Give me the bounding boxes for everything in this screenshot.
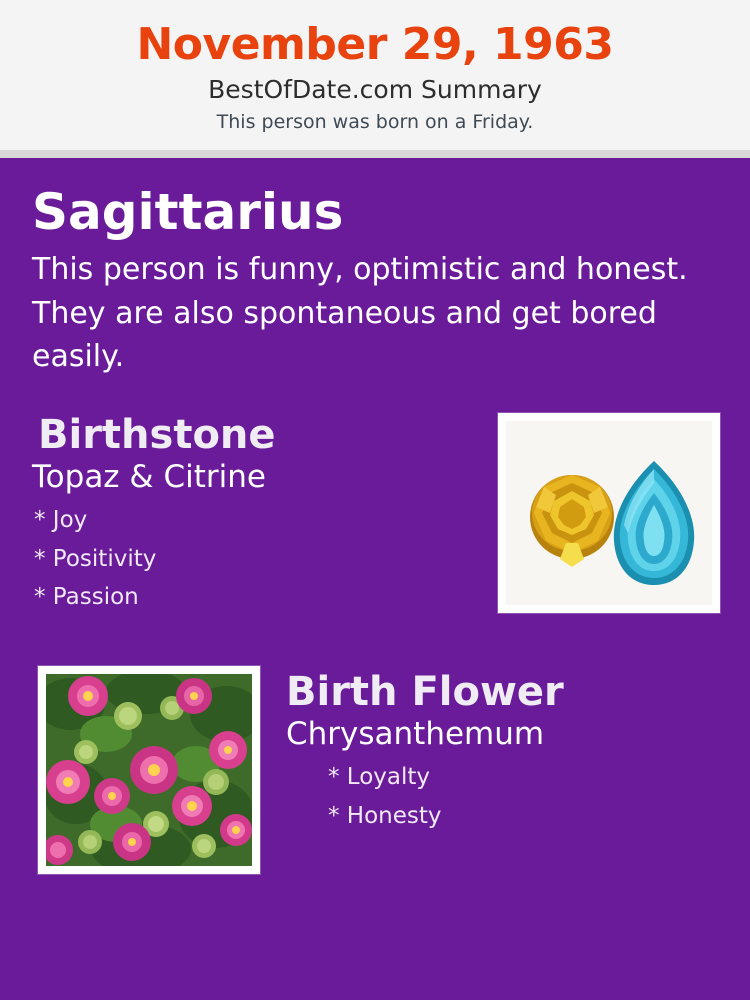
chrysanthemum-illustration xyxy=(46,674,252,866)
birth-weekday-text: This person was born on a Friday. xyxy=(216,110,534,133)
zodiac-description: This person is funny, optimistic and honest. They are also spontaneous and get bored easily. xyxy=(32,252,688,375)
birthstone-trait: * Positivity xyxy=(34,545,157,572)
birthstone-trait: * Joy xyxy=(34,506,88,533)
birthflower-trait: * Honesty xyxy=(328,802,442,829)
birthflower-text xyxy=(282,666,720,831)
birthflower-trait: * Loyalty xyxy=(328,763,431,790)
birthstone-text xyxy=(30,413,460,612)
birthflower-title: Birth Flower xyxy=(286,668,564,715)
birthstone-section xyxy=(30,413,720,628)
birthstone-name: Topaz & Citrine xyxy=(32,458,266,495)
page-title: November 29, 1963 xyxy=(136,19,614,70)
birthflower-name: Chrysanthemum xyxy=(286,715,545,752)
birthstone-title: Birthstone xyxy=(38,411,276,458)
birthstone-trait: * Passion xyxy=(34,584,139,611)
site-summary-label: BestOfDate.com Summary xyxy=(208,75,542,105)
birthstone-image xyxy=(498,413,720,613)
card-body xyxy=(0,158,750,1000)
gemstones-illustration xyxy=(506,421,712,605)
birthflower-section xyxy=(30,666,720,881)
birthflower-image xyxy=(38,666,260,874)
zodiac-sign-name: Sagittarius xyxy=(32,182,344,241)
card-header xyxy=(0,0,750,150)
header-divider xyxy=(0,150,750,158)
